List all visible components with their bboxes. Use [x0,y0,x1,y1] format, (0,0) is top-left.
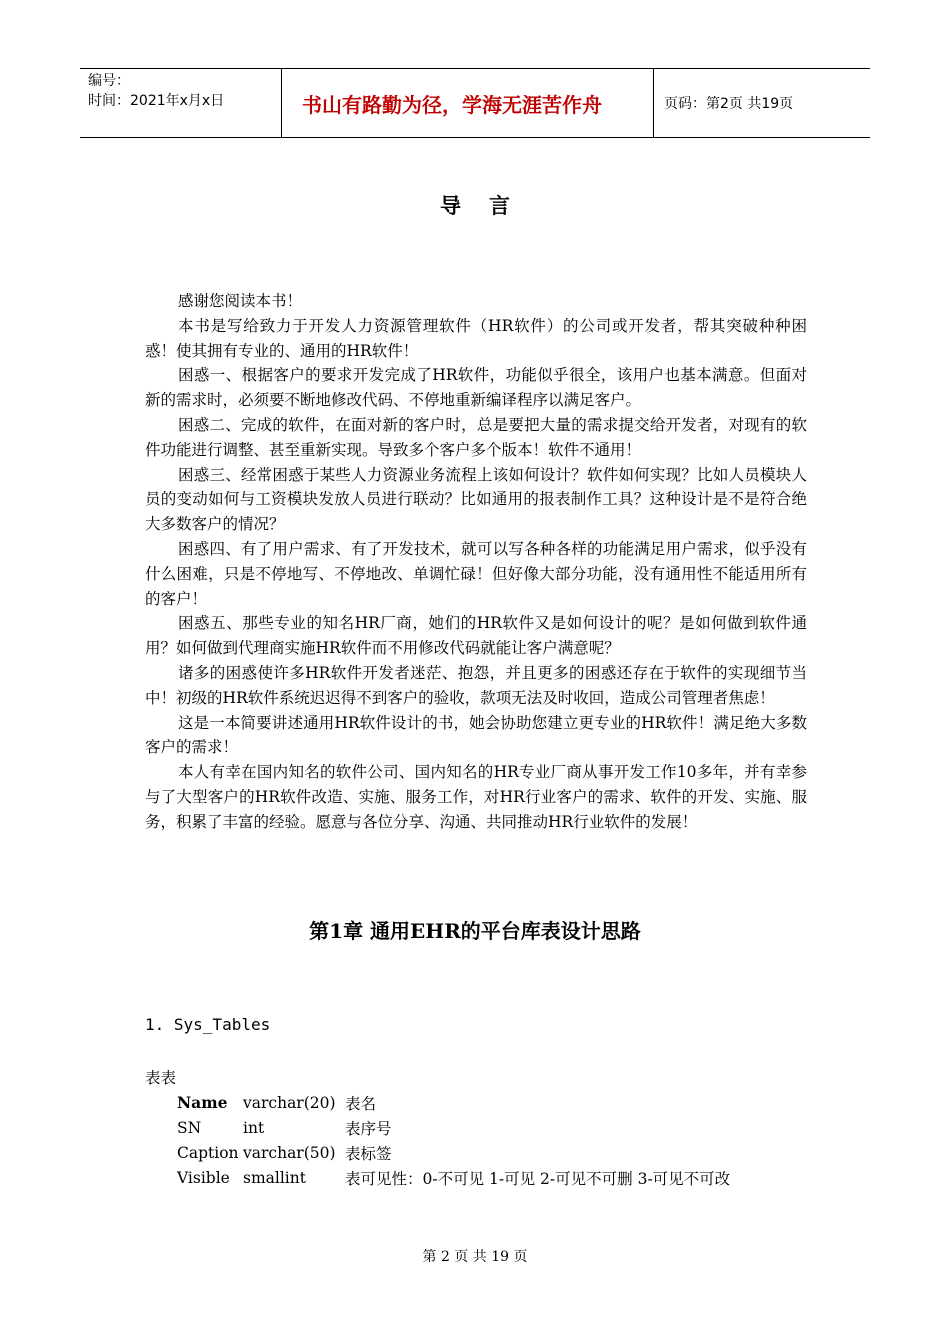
page-footer: 第 2 页 共 19 页 [422,1249,528,1265]
paragraph: 困惑三、经常困惑于某些人力资源业务流程上该如何设计？软件如何实现？比如人员模块人员的变动如何与工资模块发放人员进行联动？比如通用的报表制作工具？这种设计是不是符合绝大多数客户的情况？ [145,465,807,534]
header-meta [80,69,282,137]
field-name: Caption [177,1143,239,1162]
field-desc: 表可见性：0-不可见 1-可见 2-可见不可删 3-可见不可改 [345,1169,731,1188]
paragraph: 困惑二、完成的软件，在面对新的客户时，总是要把大量的需求提交给开发者，对现有的软件功能进行调整、甚至重新实现。导致多个客户多个版本！软件不通用！ [145,415,807,459]
field-name: SN [177,1118,202,1137]
paragraph: 这是一本简要讲述通用HR软件设计的书，她会协助您建立更专业的HR软件！满足绝大多数客户的需求！ [145,713,807,757]
field-table [177,1090,730,1190]
paragraph: 本人有幸在国内知名的软件公司、国内知名的HR专业厂商从事开发工作10多年，并有幸参与了大型客户的HR软件改造、实施、服务工作，对HR行业客户的需求、软件的开发、实施、服务，积累了丰富的经验。愿意与各位分享、沟通、共同推动HR行业软件的发展！ [145,763,807,831]
time-label: 时间：2021年x月x日 [88,93,225,109]
paragraph: 本书是写给致力于开发人力资源管理软件（HR软件）的公司或开发者，帮其突破种种困惑！使其拥有专业的、通用的HR软件！ [145,316,807,360]
field-type: varchar(20) [243,1093,336,1112]
paragraph: 困惑一、根据客户的要求开发完成了HR软件，功能似乎很全，该用户也基本满意。但面对新的需求时，必须要不断地修改代码、不停地重新编译程序以满足客户。 [145,366,807,410]
page-title: 导言 [440,193,538,218]
number-label: 编号： [88,73,130,89]
field-name: Name [177,1093,228,1112]
chapter-heading: 第1章 通用EHR的平台库表设计思路 [309,919,641,943]
field-desc: 表名 [345,1094,377,1113]
table-row [177,1115,730,1140]
intro-body [145,289,807,835]
table-label: 表表 [145,1069,177,1087]
table-row [177,1165,730,1190]
header-motto: 书山有路勤为径，学海无涯苦作舟 [282,69,654,137]
table-row [177,1090,730,1115]
paragraph: 诸多的困惑使许多HR软件开发者迷茫、抱怨，并且更多的困惑还存在于软件的实现细节当中！初级的HR软件系统迟迟得不到客户的验收，款项无法及时收回，造成公司管理者焦虑！ [145,663,807,707]
field-name: Visible [177,1168,230,1187]
section-heading: 1. Sys_Tables [145,1015,271,1034]
paragraph: 困惑四、有了用户需求、有了开发技术，就可以写各种各样的功能满足用户需求，似乎没有什么困难，只是不停地写、不停地改、单调忙碌！但好像大部分功能，没有通用性不能适用所有的客户！ [145,539,807,608]
field-desc: 表序号 [345,1119,392,1138]
paragraph: 感谢您阅读本书！ [178,292,303,310]
header-page-info: 页码：第2页 共19页 [664,96,794,112]
page-header [80,68,870,138]
field-desc: 表标签 [345,1144,392,1163]
field-type: int [243,1118,265,1137]
paragraph: 困惑五、那些专业的知名HR厂商，她们的HR软件又是如何设计的呢？是如何做到软件通用？如何做到代理商实施HR软件而不用修改代码就能让客户满意呢？ [145,614,807,658]
field-type: smallint [243,1168,306,1187]
field-type: varchar(50) [243,1143,336,1162]
table-row [177,1140,730,1165]
